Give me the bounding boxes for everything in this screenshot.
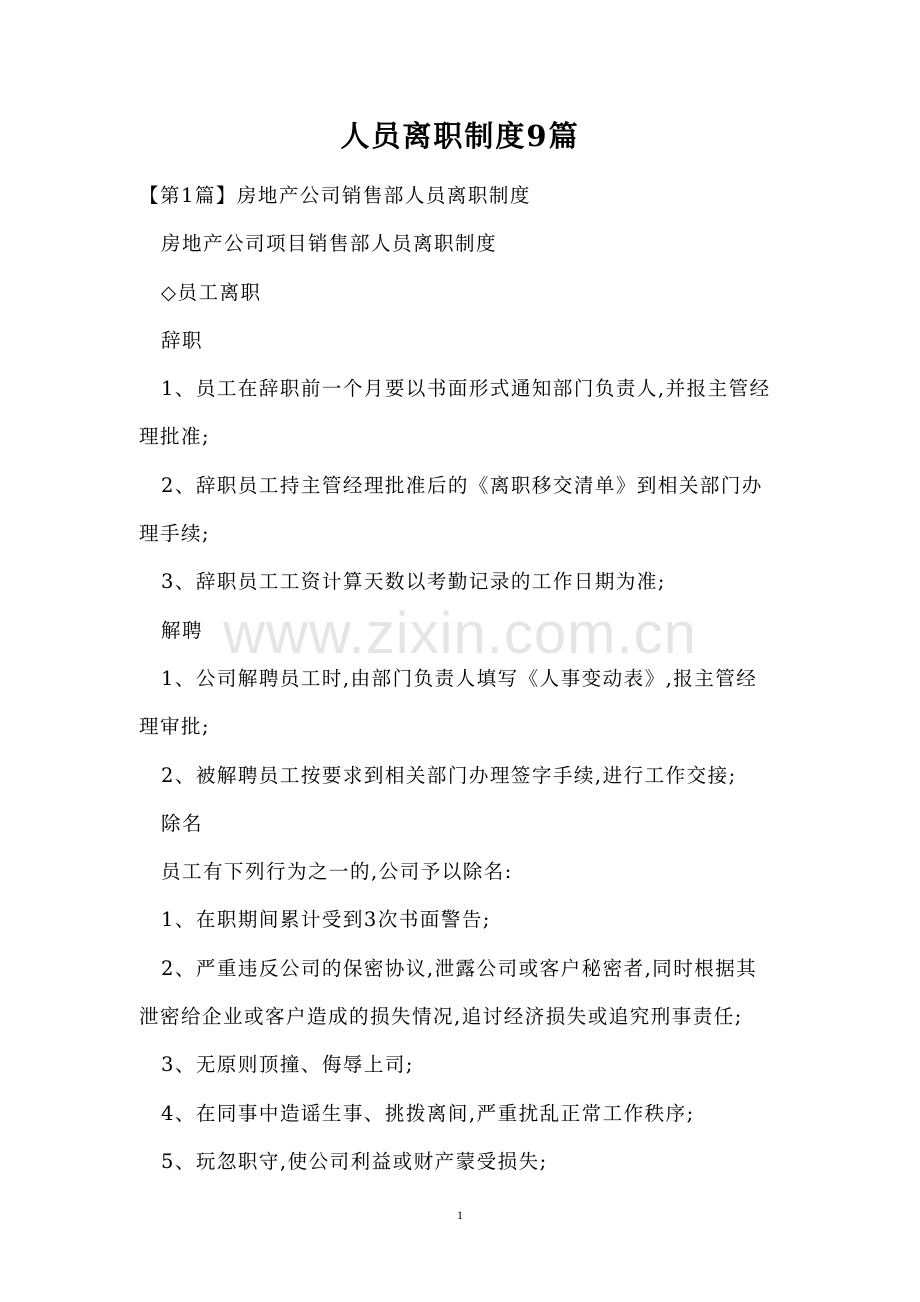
subsection-heading: ◇员工离职 <box>161 280 262 304</box>
page-number: 1 <box>457 1208 463 1222</box>
paragraph-line: 2、被解聘员工按要求到相关部门办理签字手续,进行工作交接; <box>161 763 737 787</box>
paragraph-line: 1、在职期间累计受到3次书面警告; <box>161 908 491 932</box>
paragraph-line: 房地产公司项目销售部人员离职制度 <box>161 232 498 256</box>
paragraph-line: 2、严重违反公司的保密协议,泄露公司或客户秘密者,同时根据其 <box>161 956 758 980</box>
document-body <box>139 172 789 1186</box>
document-title: 人员离职制度9篇 <box>340 119 580 153</box>
paragraph-line: 理审批; <box>139 715 211 739</box>
paragraph-line: 5、玩忽职守,使公司利益或财产蒙受损失; <box>161 1149 548 1173</box>
paragraph-line: 3、辞职员工工资计算天数以考勤记录的工作日期为准; <box>161 570 666 594</box>
paragraph-line: 理手续; <box>139 522 211 546</box>
paragraph-line: 4、在同事中造谣生事、挑拨离间,严重扰乱正常工作秩序; <box>161 1101 695 1125</box>
paragraph-line: 3、无原则顶撞、侮辱上司; <box>161 1053 414 1077</box>
paragraph-line: 泄密给企业或客户造成的损失情况,追讨经济损失或追究刑事责任; <box>139 1005 743 1029</box>
paragraph-line: 理批准; <box>139 425 211 449</box>
paragraph-line: 员工有下列行为之一的,公司予以除名: <box>161 860 513 884</box>
section-heading: 【第1篇】房地产公司销售部人员离职制度 <box>139 184 531 207</box>
paragraph-line: 2、辞职员工持主管经理批准后的《离职移交清单》到相关部门办 <box>161 473 763 497</box>
paragraph-line: 1、员工在辞职前一个月要以书面形式通知部门负责人,并报主管经 <box>161 377 771 401</box>
subsection-heading: 除名 <box>161 811 204 835</box>
subsection-heading: 解聘 <box>161 618 204 642</box>
subsection-heading: 辞职 <box>161 328 204 352</box>
watermark: www.zixin.com.cn <box>223 601 697 666</box>
paragraph-line: 1、公司解聘员工时,由部门负责人填写《人事变动表》,报主管经 <box>161 666 758 690</box>
